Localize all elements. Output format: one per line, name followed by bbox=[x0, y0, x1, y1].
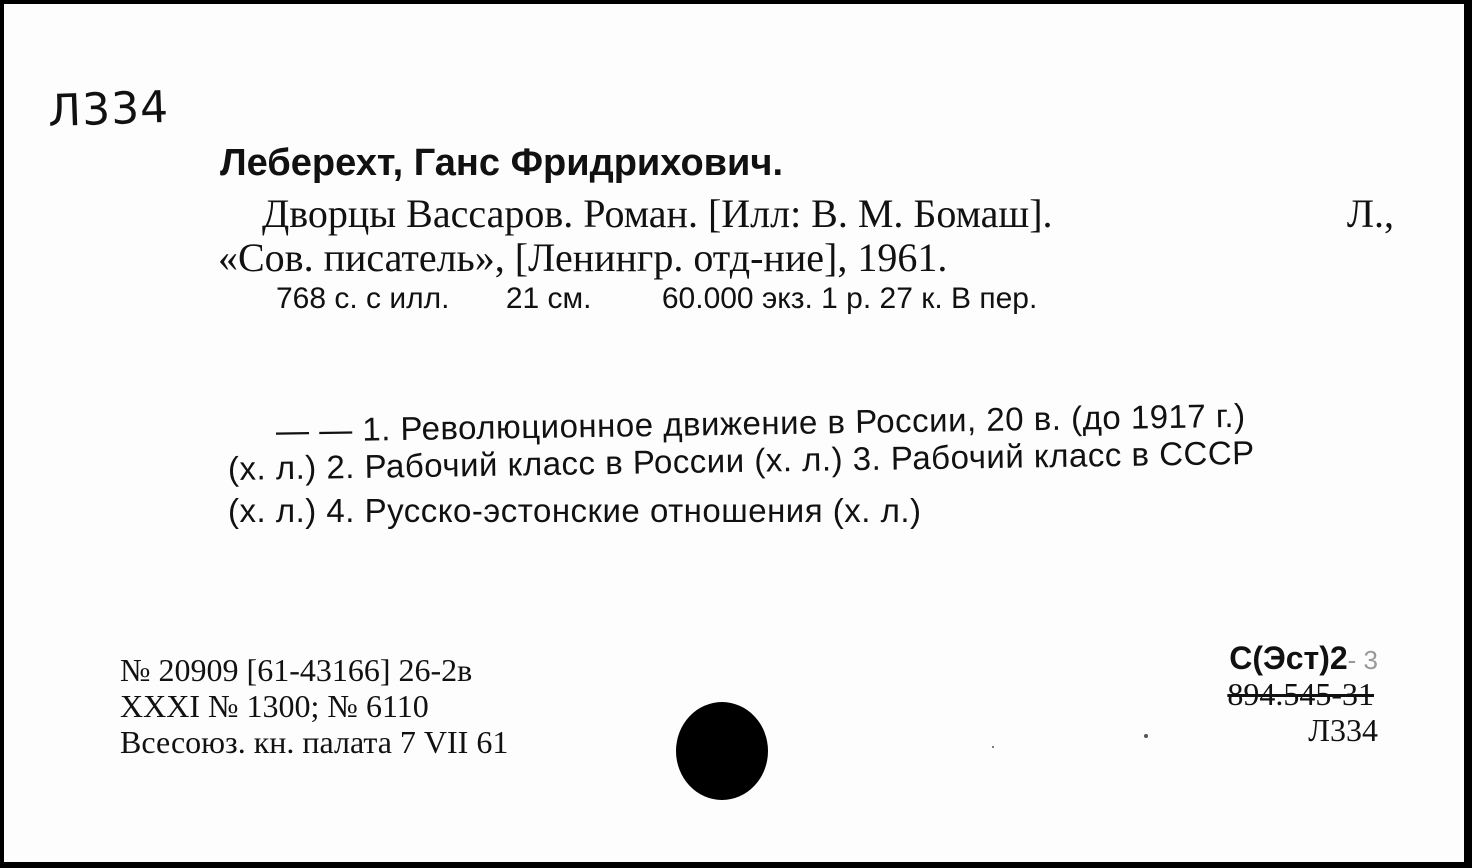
physical-description bbox=[276, 282, 1037, 316]
subject-line-2: (х. л.) 2. Рабочий класс в России (х. л.) 3. Рабочий класс в СССР bbox=[227, 433, 1255, 487]
speck-mark bbox=[992, 746, 994, 748]
classification-index: 894.545-31 bbox=[1227, 676, 1374, 712]
classification-line-1 bbox=[1229, 640, 1378, 677]
edition-info: 60.000 экз. 1 р. 27 к. В пер. bbox=[661, 282, 1038, 315]
classification-shelfmark: Л334 bbox=[1308, 712, 1378, 748]
handwritten-shelfmark: Л334 bbox=[47, 81, 170, 138]
speck-mark bbox=[1144, 734, 1148, 738]
catalog-card bbox=[4, 4, 1464, 862]
punch-hole-icon bbox=[676, 702, 768, 800]
subject-line-1: — — 1. Революционное движение в России, 20 в. (до 1917 г.) bbox=[275, 396, 1246, 449]
title-text: Дворцы Вассаров. Роман. [Илл: В. М. Бомаш]. bbox=[262, 191, 1053, 236]
author-heading: Леберехт, Ганс Фридрихович. bbox=[220, 142, 784, 184]
classification-code: С(Эст)2 bbox=[1229, 640, 1348, 676]
classification-line-2 bbox=[1227, 676, 1374, 713]
size-info: 21 см. bbox=[505, 282, 592, 315]
classification-smudge: - 3 bbox=[1347, 645, 1378, 675]
bib-line-3: Всесоюз. кн. палата 7 VII 61 bbox=[120, 724, 509, 760]
bib-line-1: № 20909 [61-43166] 26-2в bbox=[120, 652, 473, 688]
publication-place: Л., bbox=[1346, 191, 1394, 236]
subject-line-3: (х. л.) 4. Русско-эстонские отношения (х. л.) bbox=[228, 492, 922, 529]
bib-line-2: XXXI № 1300; № 6110 bbox=[120, 688, 429, 724]
publisher-line: «Сов. писатель», [Ленингр. отд-ние], 1961. bbox=[218, 235, 948, 280]
title-line bbox=[262, 190, 1394, 237]
pages-info: 768 с. с илл. bbox=[276, 282, 450, 315]
